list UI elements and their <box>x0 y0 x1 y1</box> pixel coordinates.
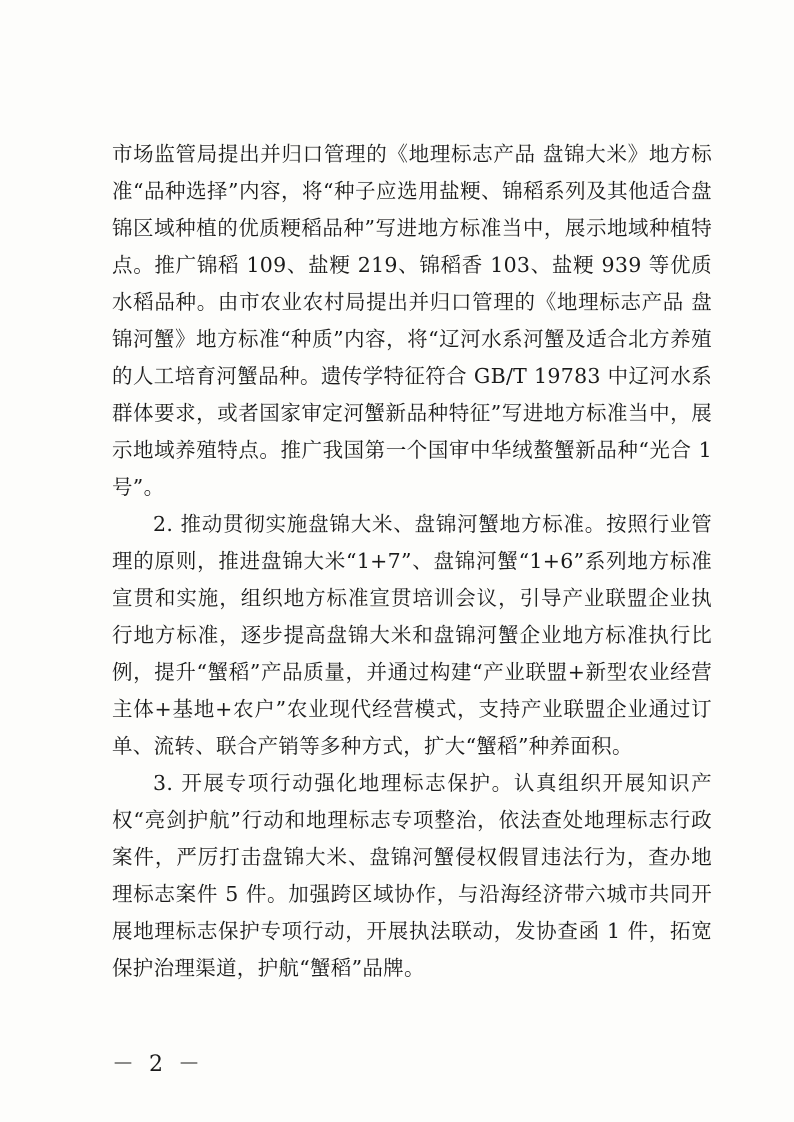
document-body <box>112 136 712 987</box>
paragraph-gi-protection: 3. 开展专项行动强化地理标志保护。认真组织开展知识产权“亮剑护航”行动和地理标志专项整治，依法查处地理标志行政案件，严厉打击盘锦大米、盘锦河蟹侵权假冒违法行为，查办地理标志案件 5 件。加强跨区域协作，与沿海经济带六城市共同开展地理标志保护专项行动，开展执法联动，发协查函 1 件，拓宽保护治理渠道，护航“蟹稻”品牌。 <box>112 771 712 980</box>
paragraph-rice-crab-standards: 市场监管局提出并归口管理的《地理标志产品 盘锦大米》地方标准“品种选择”内容，将“种子应选用盐粳、锦稻系列及其他适合盘锦区域种植的优质粳稻品种”写进地方标准当中，展示地域种植特点。推广锦稻 109、盐粳 219、锦稻香 103、盐粳 939 等优质水稻品种。由市农业农村局提出并归口管理的《地理标志产品 盘锦河蟹》地方标准“种质”内容，将“辽河水系河蟹及适合北方养殖的人工培育河蟹品种。遗传学特征符合 GB/T 19783 中辽河水系群体要求，或者国家审定河蟹新品种特征”写进地方标准当中，展示地域养殖特点。推广我国第一个国审中华绒螯蟹新品种“光合 1 号”。 <box>112 142 712 499</box>
page-number: － 2 － <box>112 1052 204 1077</box>
paragraph-implement-standards: 2. 推动贯彻实施盘锦大米、盘锦河蟹地方标准。按照行业管理的原则，推进盘锦大米“1+7”、盘锦河蟹“1+6”系列地方标准宣贯和实施，组织地方标准宣贯培训会议，引导产业联盟企业执行地方标准，逐步提高盘锦大米和盘锦河蟹企业地方标准执行比例，提升“蟹稻”产品质量，并通过构建“产业联盟+新型农业经营主体+基地+农户”农业现代经营模式，支持产业联盟企业通过订单、流转、联合产销等多种方式，扩大“蟹稻”种养面积。 <box>112 512 712 758</box>
